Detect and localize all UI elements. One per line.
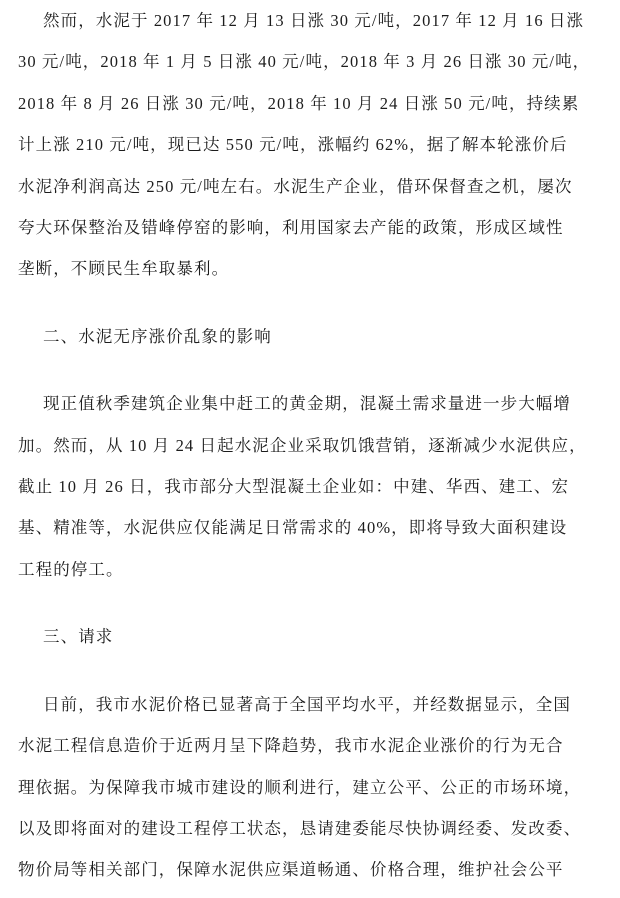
text-line: 以及即将面对的建设工程停工状态，恳请建委能尽快协调经委、发改委、 [18,818,582,838]
body-paragraph [18,684,606,891]
section-heading [18,616,606,657]
text-line: 二、水泥无序涨价乱象的影响 [43,326,272,346]
text-line: 三、请求 [43,627,114,647]
text-line: 然而，水泥于 2017 年 12 月 13 日涨 30 元/吨，2017 年 12 月 16 日涨 [43,11,585,30]
text-line: 日前，我市水泥价格已显著高于全国平均水平，并经数据显示，全国 [43,694,571,714]
text-line: 加。然而，从 10 月 24 日起水泥企业采取饥饿营销，逐渐减少水泥供应， [18,435,587,455]
text-line: 现正值秋季建筑企业集中赶工的黄金期，混凝土需求量进一步大幅增 [43,394,571,414]
text-line: 基、精准等，水泥供应仅能满足日常需求的 40%，即将导致大面积建设 [18,518,568,538]
text-line: 计上涨 210 元/吨，现已达 550 元/吨，涨幅约 62%，据了解本轮涨价后 [18,135,568,155]
text-line: 水泥工程信息造价于近两月呈下降趋势，我市水泥企业涨价的行为无合 [18,736,564,756]
text-line: 物价局等相关部门，保障水泥供应渠道畅通、价格合理，维护社会公平 [18,860,564,880]
text-line: 理依据。为保障我市城市建设的顺利进行，建立公平、公正的市场环境， [18,777,582,797]
text-line: 夸大环保整治及错峰停窑的影响，利用国家去产能的政策，形成区域性 [18,218,564,238]
body-paragraph [18,383,606,590]
text-line: 工程的停工。 [18,559,124,579]
body-paragraph [18,0,606,290]
text-line: 2018 年 8 月 26 日涨 30 元/吨，2018 年 10 月 24 日涨 50 元/吨，持续累 [18,93,580,113]
text-line: 30 元/吨，2018 年 1 月 5 日涨 40 元/吨，2018 年 3 月 26 日涨 30 元/吨， [18,52,591,72]
text-line: 截止 10 月 26 日，我市部分大型混凝土企业如：中建、华西、建工、宏 [18,477,570,497]
text-line: 水泥净利润高达 250 元/吨左右。水泥生产企业，借环保督查之机，屡次 [18,176,573,196]
section-heading [18,316,606,357]
text-line: 垄断，不顾民生牟取暴利。 [18,259,230,279]
